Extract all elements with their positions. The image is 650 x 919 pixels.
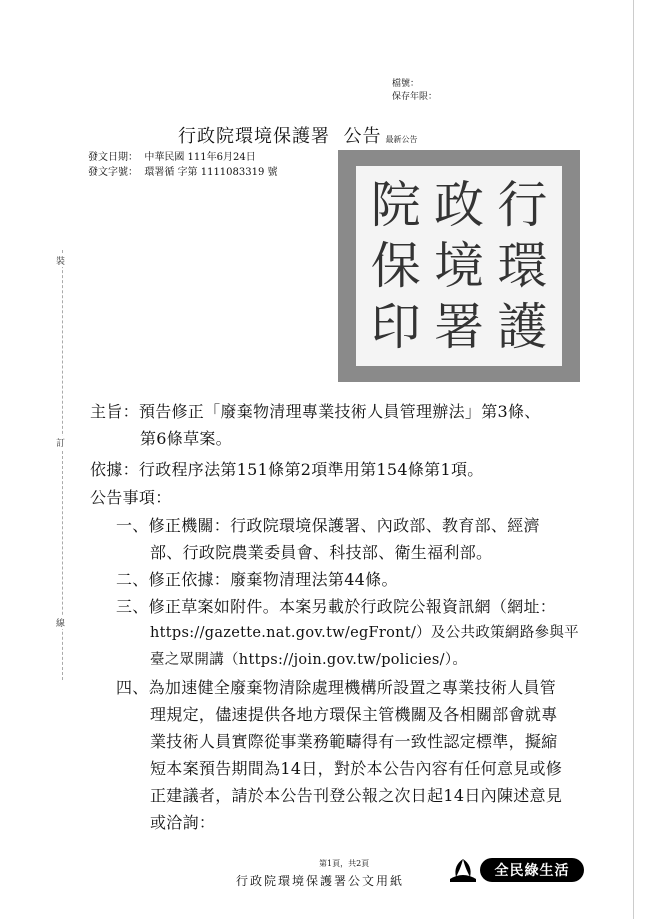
file-number: 檔號： xyxy=(392,79,420,89)
item-line: 二、修正依據：廢棄物清理法第44條。 xyxy=(116,570,398,589)
item-line: 業技術人員實際從事業務範疇得有一致性認定標準，擬縮 xyxy=(150,732,558,751)
title-text: 行政院環境保護署 公告 xyxy=(178,126,382,147)
seal-char: 行 xyxy=(497,175,548,234)
title-subtitle: 最新公告 xyxy=(385,135,418,144)
item-line: 正建議者，請於本公告刊登公報之次日起14日內陳述意見 xyxy=(150,786,563,805)
form-name: 行政院環境保護署公文用紙 xyxy=(236,874,405,888)
file-meta xyxy=(392,78,437,104)
official-seal xyxy=(338,150,580,382)
retention-period: 保存年限： xyxy=(392,92,438,102)
document-title xyxy=(178,122,417,148)
seal-char: 護 xyxy=(497,298,548,357)
item-line: 部、行政院農業委員會、科技部、衛生福利部。 xyxy=(150,543,493,562)
subject-line: 主旨：預告修正「廢棄物清理專業技術人員管理辦法」第3條、 xyxy=(90,402,541,421)
items-heading: 公告事項： xyxy=(90,488,172,507)
binding-mark: 線 xyxy=(56,616,65,629)
item-line: 臺之眾開講（https://join.gov.tw/policies/）。 xyxy=(150,652,468,668)
green-living-logo xyxy=(448,857,588,883)
leaf-hands-icon xyxy=(448,857,478,883)
seal-char: 境 xyxy=(434,236,485,295)
seal-char: 環 xyxy=(497,236,548,295)
binding-mark: 訂 xyxy=(56,436,65,449)
issue-reference: 發文字號： 環署循 字第 1111083319 號 xyxy=(88,167,278,178)
issue-date: 發文日期： 中華民國 111年6月24日 xyxy=(88,152,256,163)
item-line: 或洽詢： xyxy=(150,813,216,832)
subject-line: 第6條草案。 xyxy=(140,429,232,448)
seal-char: 院 xyxy=(370,175,421,234)
item-line: 短本案預告期間為14日，對於本公告內容有任何意見或修 xyxy=(150,759,563,778)
page-number: 第1頁，共2頁 xyxy=(319,859,370,868)
item-line: 四、為加速健全廢棄物清除處理機構所設置之專業技術人員管 xyxy=(116,678,557,697)
seal-char: 保 xyxy=(370,236,421,295)
binding-mark: 裝 xyxy=(56,254,65,267)
item-line: https://gazette.nat.gov.tw/egFront/）及公共政策網路參與平 xyxy=(150,625,579,641)
seal-char: 政 xyxy=(434,175,485,234)
page-edge xyxy=(633,0,634,919)
basis-line: 依據：行政程序法第151條第2項準用第154條第1項。 xyxy=(90,460,484,479)
item-line: 理規定，儘速提供各地方環保主管機關及各相關部會就專 xyxy=(150,705,558,724)
item-line: 一、修正機關：行政院環境保護署、內政部、教育部、經濟 xyxy=(116,516,540,535)
seal-char: 署 xyxy=(434,298,485,357)
item-line: 三、修正草案如附件。本案另載於行政院公報資訊網（網址： xyxy=(116,597,557,616)
seal-char: 印 xyxy=(370,298,421,357)
logo-text: 全民綠生活 xyxy=(480,858,584,882)
